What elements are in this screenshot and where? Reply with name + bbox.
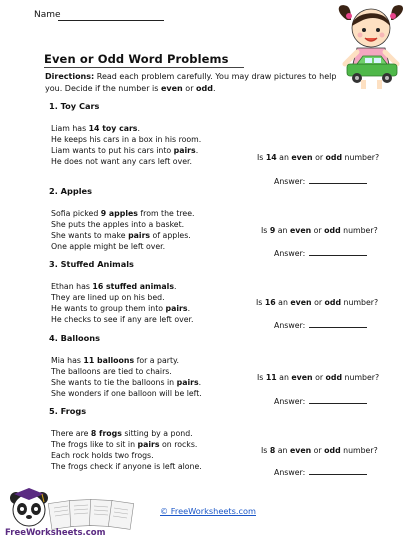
logo-text: FreeWorksheets.com [5,528,106,538]
story-line: She puts the apples into a basket. [51,220,185,229]
story-line: One apple might be left over. [51,242,166,251]
problem-1-answer: Answer: [274,176,367,186]
story-line: He wants to group them into pairs. [51,304,191,313]
story-line: He keeps his cars in a box in his room. [51,135,202,144]
story-line: She wants to tie the balloons in pairs. [51,378,202,387]
story-line: Sofia picked 9 apples from the tree. [51,209,195,218]
story-line: The frogs like to sit in pairs on rocks. [51,440,198,449]
directions-line-1: Read each problem carefully. You may draw pictures to help [94,72,337,81]
directions-end: . [212,84,216,93]
problem-3-story [51,281,271,325]
copyright-link[interactable]: © FreeWorksheets.com [160,506,256,516]
story-line: He checks to see if any are left over. [51,315,194,324]
title-underline [44,67,244,68]
answer-blank[interactable] [309,248,367,256]
problem-5-story [51,428,271,472]
problem-1-story [51,123,271,167]
story-line: The frogs check if anyone is left alone. [51,462,202,471]
story-line: Liam has 14 toy cars. [51,124,140,133]
story-line: Mia has 11 balloons for a party. [51,356,179,365]
problem-2-question: Is 9 an even or odd number? [261,226,378,235]
problem-2-answer: Answer: [274,248,367,258]
story-line: There are 8 frogs sitting by a pond. [51,429,193,438]
story-line: Liam wants to put his cars into pairs. [51,146,199,155]
directions-text [45,71,350,95]
problem-2-heading: 2. Apples [49,186,92,196]
problem-5-heading: 5. Frogs [49,406,87,416]
problem-4-question: Is 11 an even or odd number? [257,373,380,382]
answer-blank[interactable] [309,467,367,475]
story-line: She wonders if one balloon will be left. [51,389,202,398]
worksheet-title: Even or Odd Word Problems [44,52,229,66]
name-label: Name [34,10,61,20]
directions-even: even [160,84,183,93]
story-line: They are lined up on his bed. [51,293,165,302]
problem-5-question: Is 8 an even or odd number? [261,446,378,455]
story-line: She wants to make pairs of apples. [51,231,191,240]
answer-blank[interactable] [309,176,367,184]
problem-5-answer: Answer: [274,467,367,477]
problem-3-heading: 3. Stuffed Animals [49,259,134,269]
directions-odd: odd [196,84,213,93]
problem-1-heading: 1. Toy Cars [49,101,100,111]
directions-label: Directions: [45,72,95,81]
answer-blank[interactable] [309,320,367,328]
story-line: The balloons are tied to chairs. [51,367,172,376]
problem-3-question: Is 16 an even or odd number? [256,298,379,307]
story-line: He does not want any cars left over. [51,157,192,166]
problem-3-answer: Answer: [274,320,367,330]
story-line: Each rock holds two frogs. [51,451,154,460]
problem-4-story [51,355,271,399]
problem-4-heading: 4. Balloons [49,333,100,343]
name-line[interactable] [58,20,164,21]
problem-4-answer: Answer: [274,396,367,406]
answer-blank[interactable] [309,396,367,404]
problem-2-story [51,208,271,252]
problem-1-question: Is 14 an even or odd number? [257,153,380,162]
freeworksheets-logo [4,488,154,530]
directions-line-2: you. Decide if the number is [45,84,161,93]
story-line: Ethan has 16 stuffed animals. [51,282,177,291]
directions-or: or [182,84,197,93]
